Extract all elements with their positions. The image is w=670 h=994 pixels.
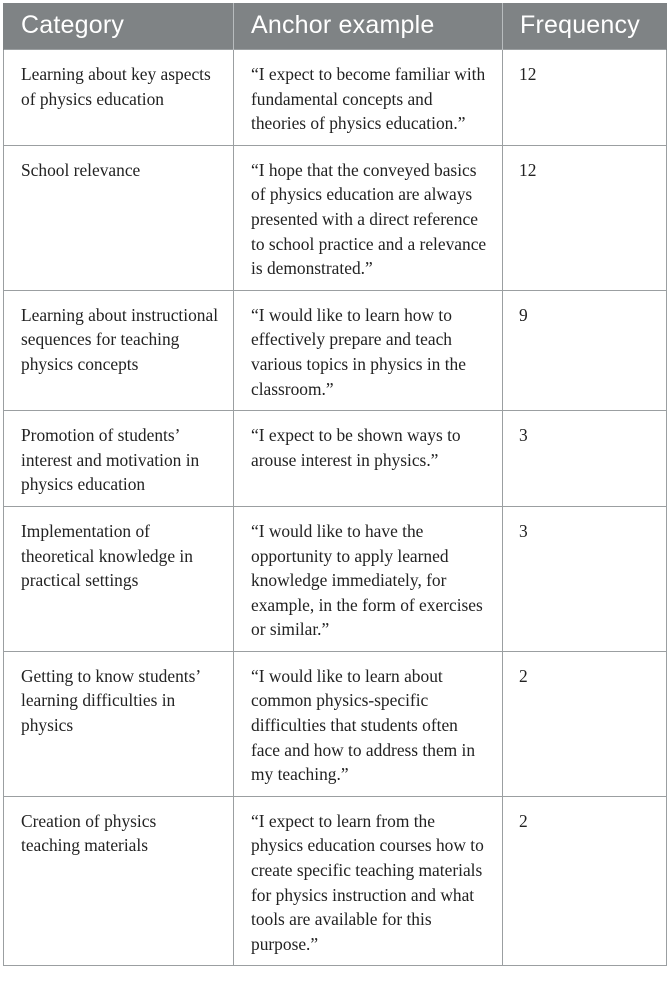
table-row [4, 50, 667, 146]
header-anchor-example: Anchor example [234, 3, 503, 50]
anchor-example-cell: “I expect to be shown ways to arouse interest in physics.” [234, 411, 503, 507]
frequency-cell: 3 [503, 506, 667, 651]
anchor-example-cell: “I expect to become familiar with fundamental concepts and theories of physics education.” [234, 50, 503, 146]
category-cell: Creation of physics teaching materials [4, 796, 234, 966]
header-frequency: Frequency [503, 3, 667, 50]
category-cell: Learning about key aspects of physics education [4, 50, 234, 146]
category-cell: Promotion of students’ interest and motivation in physics education [4, 411, 234, 507]
table-body [4, 50, 667, 966]
frequency-cell: 12 [503, 50, 667, 146]
frequency-cell: 2 [503, 796, 667, 966]
expectations-table [3, 3, 667, 966]
category-cell: Learning about instructional sequences for teaching physics concepts [4, 290, 234, 410]
frequency-cell: 3 [503, 411, 667, 507]
header-category: Category [4, 3, 234, 50]
category-cell: School relevance [4, 145, 234, 290]
table-row [4, 145, 667, 290]
anchor-example-cell: “I would like to learn about common physics-specific difficulties that students often face and how to address them in my teaching.” [234, 651, 503, 796]
category-cell: Implementation of theoretical knowledge in practical settings [4, 506, 234, 651]
expectations-table-container [3, 3, 666, 966]
table-row [4, 796, 667, 966]
anchor-example-cell: “I would like to have the opportunity to apply learned knowledge immediately, for example, in the form of exercises or similar.” [234, 506, 503, 651]
table-row [4, 290, 667, 410]
table-row [4, 506, 667, 651]
table-header [4, 3, 667, 50]
header-row [4, 3, 667, 50]
frequency-cell: 2 [503, 651, 667, 796]
anchor-example-cell: “I would like to learn how to effectively prepare and teach various topics in physics in the classroom.” [234, 290, 503, 410]
table-row [4, 651, 667, 796]
frequency-cell: 9 [503, 290, 667, 410]
frequency-cell: 12 [503, 145, 667, 290]
table-row [4, 411, 667, 507]
anchor-example-cell: “I expect to learn from the physics education courses how to create specific teaching materials for physics instruction and what tools are available for this purpose.” [234, 796, 503, 966]
anchor-example-cell: “I hope that the conveyed basics of physics education are always presented with a direct reference to school practice and a relevance is demonstrated.” [234, 145, 503, 290]
category-cell: Getting to know students’ learning difficulties in physics [4, 651, 234, 796]
